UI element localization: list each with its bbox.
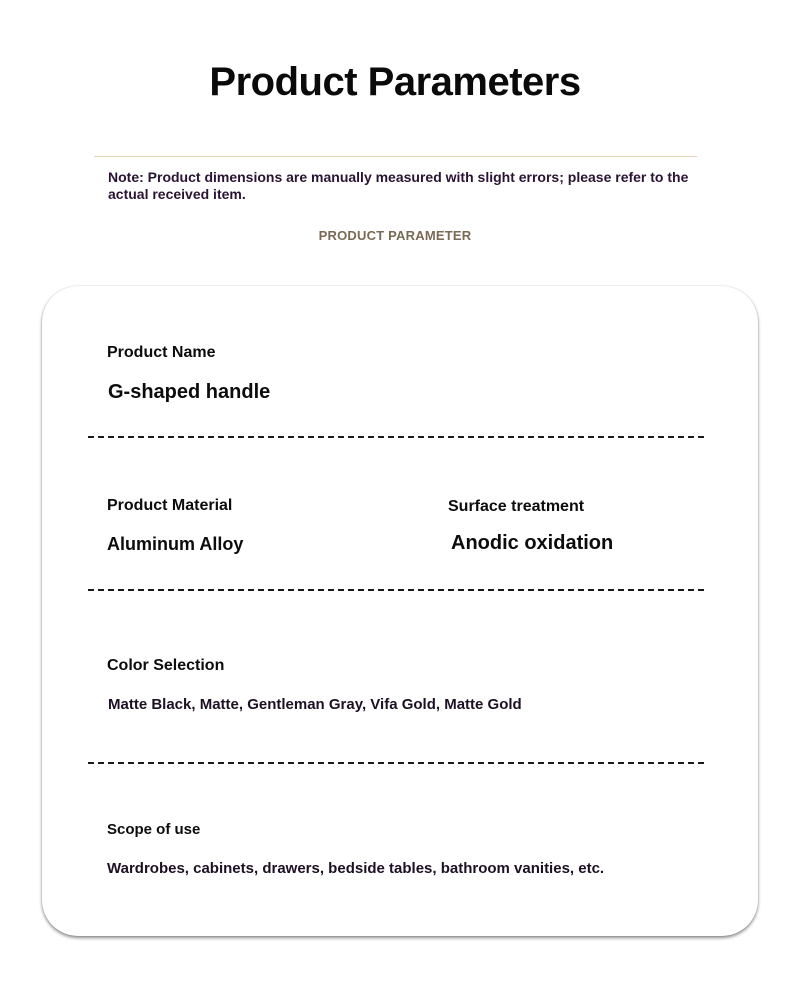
dashed-divider — [88, 589, 704, 591]
page-title: Product Parameters — [209, 60, 581, 104]
color-selection-value: Matte Black, Matte, Gentleman Gray, Vifa Gold, Matte Gold — [108, 696, 522, 713]
product-name-value: G-shaped handle — [108, 381, 271, 403]
dashed-divider — [88, 762, 704, 764]
measurement-note: Note: Product dimensions are manually measured with slight errors; please refer to the actual received item. — [108, 169, 689, 202]
material-value: Aluminum Alloy — [107, 534, 244, 554]
scope-of-use-label: Scope of use — [107, 821, 201, 838]
material-label: Product Material — [107, 497, 233, 514]
scope-of-use-value: Wardrobes, cabinets, drawers, bedside tables, bathroom vanities, etc. — [107, 860, 605, 877]
section-label: PRODUCT PARAMETER — [318, 228, 472, 243]
surface-treatment-value: Anodic oxidation — [451, 532, 614, 554]
dashed-divider — [88, 436, 704, 438]
surface-treatment-label: Surface treatment — [448, 498, 585, 515]
color-selection-label: Color Selection — [107, 657, 225, 674]
title-divider — [94, 156, 697, 157]
product-name-label: Product Name — [107, 344, 216, 361]
